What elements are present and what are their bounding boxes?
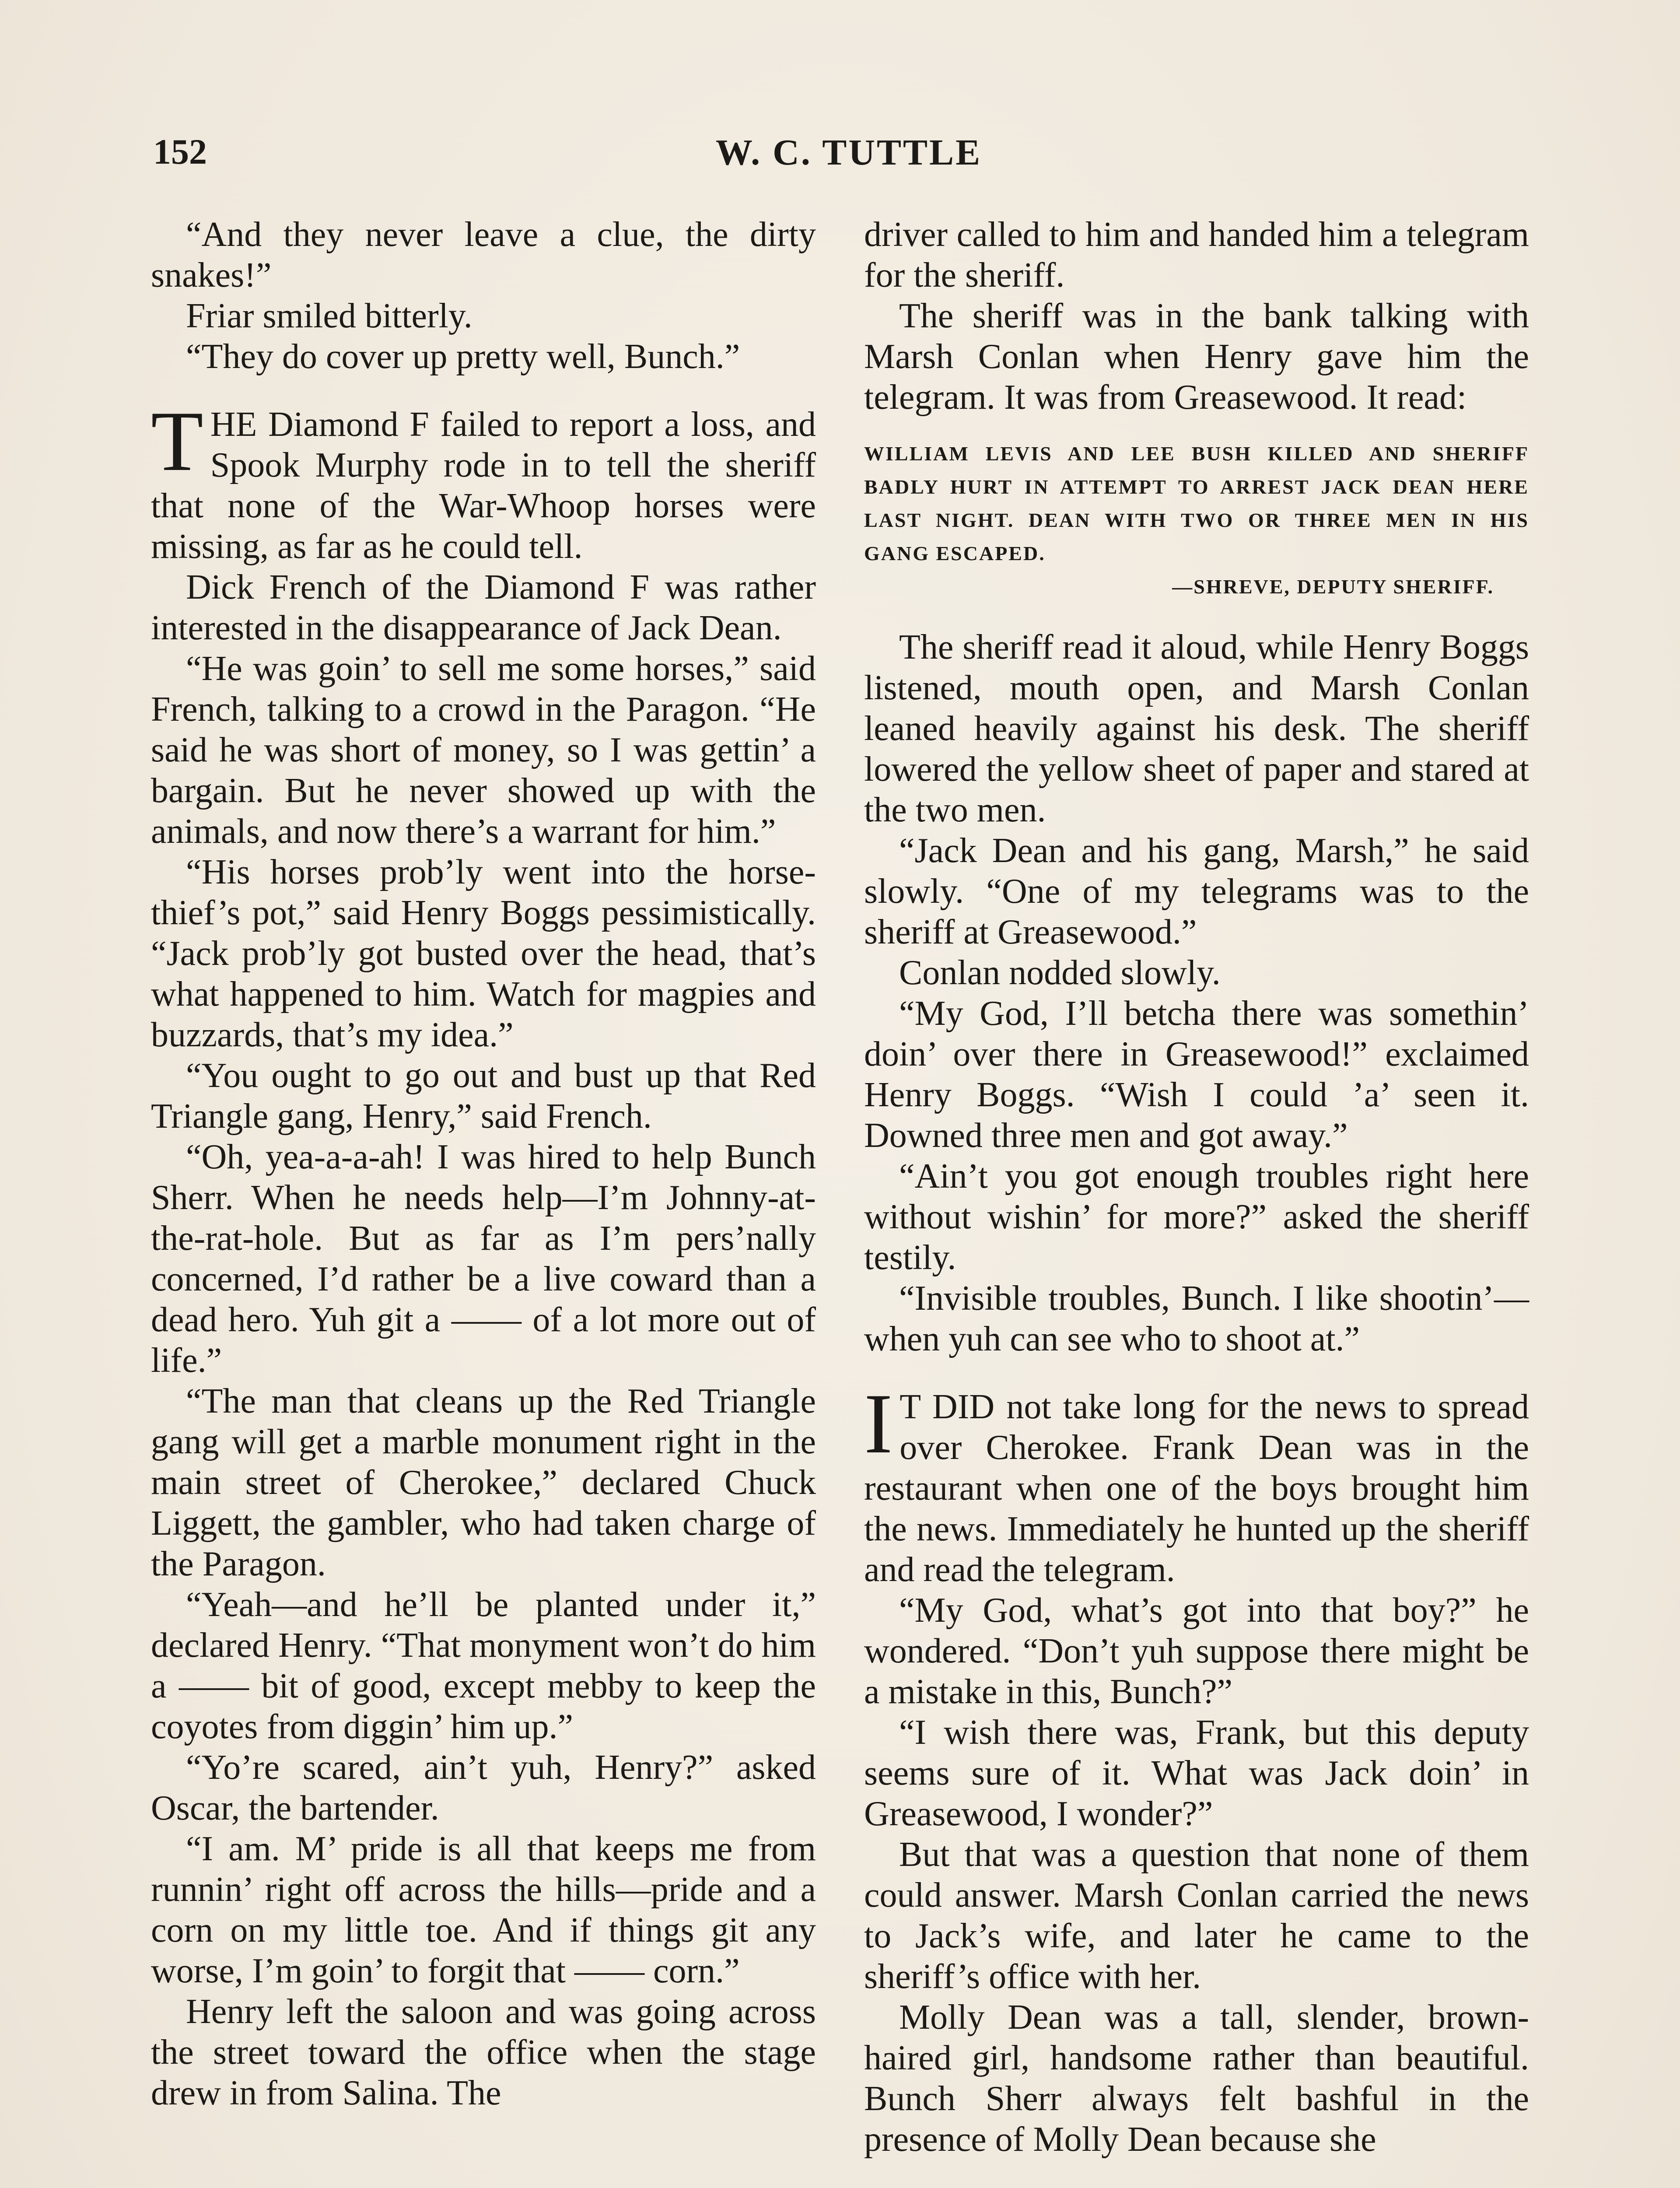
paragraph: “The man that cleans up the Red Triangle gang will get a marble monument right in the main street of Cherokee,” declared Chuck Liggett, the gambler, who had taken charge of the Paragon.: [151, 1382, 816, 1583]
paragraph: The sheriff read it aloud, while Henry Boggs listened, mouth open, and Marsh Conlan leaned heavily against his desk. The sheriff lowered the yellow sheet of paper and stared at the two men.: [864, 628, 1529, 829]
telegram: [864, 437, 1529, 603]
paragraph: “Jack Dean and his gang, Marsh,” he said slowly. “One of my telegrams was to the sheriff at Greasewood.”: [864, 831, 1529, 951]
right-column: [864, 214, 1529, 2160]
paragraph: “My God, what’s got into that boy?” he wondered. “Don’t yuh suppose there might be a mistake in this, Bunch?”: [864, 1591, 1529, 1711]
lead-in: T DID: [900, 1388, 995, 1426]
paragraph: “He was goin’ to sell me some horses,” said French, talking to a crowd in the Paragon. “He said he was short of money, so I was gettin’ a bargain. But he never showed up with the animals, and now there’s a warrant for him.”: [151, 649, 816, 851]
paragraph: “They do cover up pretty well, Bunch.”: [186, 337, 740, 376]
running-head: [153, 131, 1544, 184]
paragraph: “Ain’t you got enough troubles right here without wishin’ for more?” asked the sheriff testily.: [864, 1157, 1529, 1277]
paragraph: Henry left the saloon and was going across the street toward the office when the stage drew in from Salina. The: [151, 1992, 816, 2112]
paragraph: “Oh, yea-a-a-ah! I was hired to help Bunch Sherr. When he needs help—I’m Johnny-at-the-rat-hole. But as far as I’m pers’nally concerned, I’d rather be a live coward than a dead hero. Yuh git a —— of a lot more out of life.”: [151, 1138, 816, 1380]
section-opening-paragraph: [151, 394, 816, 567]
paragraph: “You ought to go out and bust up that Red Triangle gang, Henry,” said French.: [151, 1056, 816, 1136]
paragraph: “I wish there was, Frank, but this deputy seems sure of it. What was Jack doin’ in Greasewood, I wonder?”: [864, 1713, 1529, 1833]
paragraph: “His horses prob’ly went into the horse-thief’s pot,” said Henry Boggs pessimistically. “Jack prob’ly got busted over the head, that’s what happened to him. Watch for magpies and buzzards, that’s my idea.”: [151, 853, 816, 1054]
paragraph: “Yeah—and he’ll be planted under it,” declared Henry. “That monyment won’t do him a —— bit of good, except mebby to keep the coyotes from diggin’ him up.”: [151, 1585, 816, 1746]
paragraph-text: not take long for the news to spread over Cherokee. Frank Dean was in the restaurant when one of the boys brought him the news. Immediately he hunted up the sheriff and read the telegram.: [864, 1388, 1529, 1589]
paragraph: Molly Dean was a tall, slender, brown-haired girl, handsome rather than beautiful. Bunch Sherr always felt bashful in the presence of Molly Dean because she: [864, 1998, 1529, 2159]
paragraph: “I am. M’ pride is all that keeps me from runnin’ right off across the hills—pride and a corn on my little toe. And if things git any worse, I’m goin’ to forgit that —— corn.”: [151, 1830, 816, 1990]
page-number: 152: [153, 132, 207, 172]
paragraph: But that was a question that none of them could answer. Marsh Conlan carried the news to Jack’s wife, and later he came to the sheriff’s office with her.: [864, 1835, 1529, 1996]
paragraph: driver called to him and handed him a telegram for the sheriff.: [864, 215, 1529, 295]
drop-cap: I: [864, 1376, 893, 1471]
left-column: [151, 214, 816, 2114]
paragraph: “My God, I’ll betcha there was somethin’ doin’ over there in Greasewood!” exclaimed Henry Boggs. “Wish I could ’a’ seen it. Downed three men and got away.”: [864, 994, 1529, 1155]
section-opening-paragraph: [864, 1376, 1529, 1590]
paragraph: The sheriff was in the bank talking with Marsh Conlan when Henry gave him the telegram. It was from Greasewood. It read:: [864, 297, 1529, 417]
drop-cap: T: [151, 394, 203, 489]
paragraph-text: Diamond F failed to report a loss, and Spook Murphy rode in to tell the sheriff that none of the War-Whoop horses were missing, as far as he could tell.: [151, 405, 816, 566]
paragraph: Dick French of the Diamond F was rather interested in the disappearance of Jack Dean.: [151, 568, 816, 647]
lead-in: HE: [210, 405, 257, 444]
paragraph: “Yo’re scared, ain’t yuh, Henry?” asked Oscar, the bartender.: [151, 1748, 816, 1827]
running-title: W. C. TUTTLE: [715, 132, 982, 173]
telegram-signature: —SHREVE, DEPUTY SHERIFF.: [1172, 575, 1494, 598]
paragraph: Friar smiled bitterly.: [186, 297, 472, 335]
paragraph: “And they never leave a clue, the dirty snakes!”: [151, 215, 816, 295]
paragraph: “Invisible troubles, Bunch. I like shootin’—when yuh can see who to shoot at.”: [864, 1279, 1529, 1358]
telegram-text: WILLIAM LEVIS AND LEE BUSH KILLED AND SHERIFF BADLY HURT IN ATTEMPT TO ARREST JACK DEAN HERE LAST NIGHT. DEAN WITH TWO OR THREE MEN IN HIS GANG ESCAPED.: [864, 442, 1529, 565]
paragraph: Conlan nodded slowly.: [899, 954, 1221, 992]
